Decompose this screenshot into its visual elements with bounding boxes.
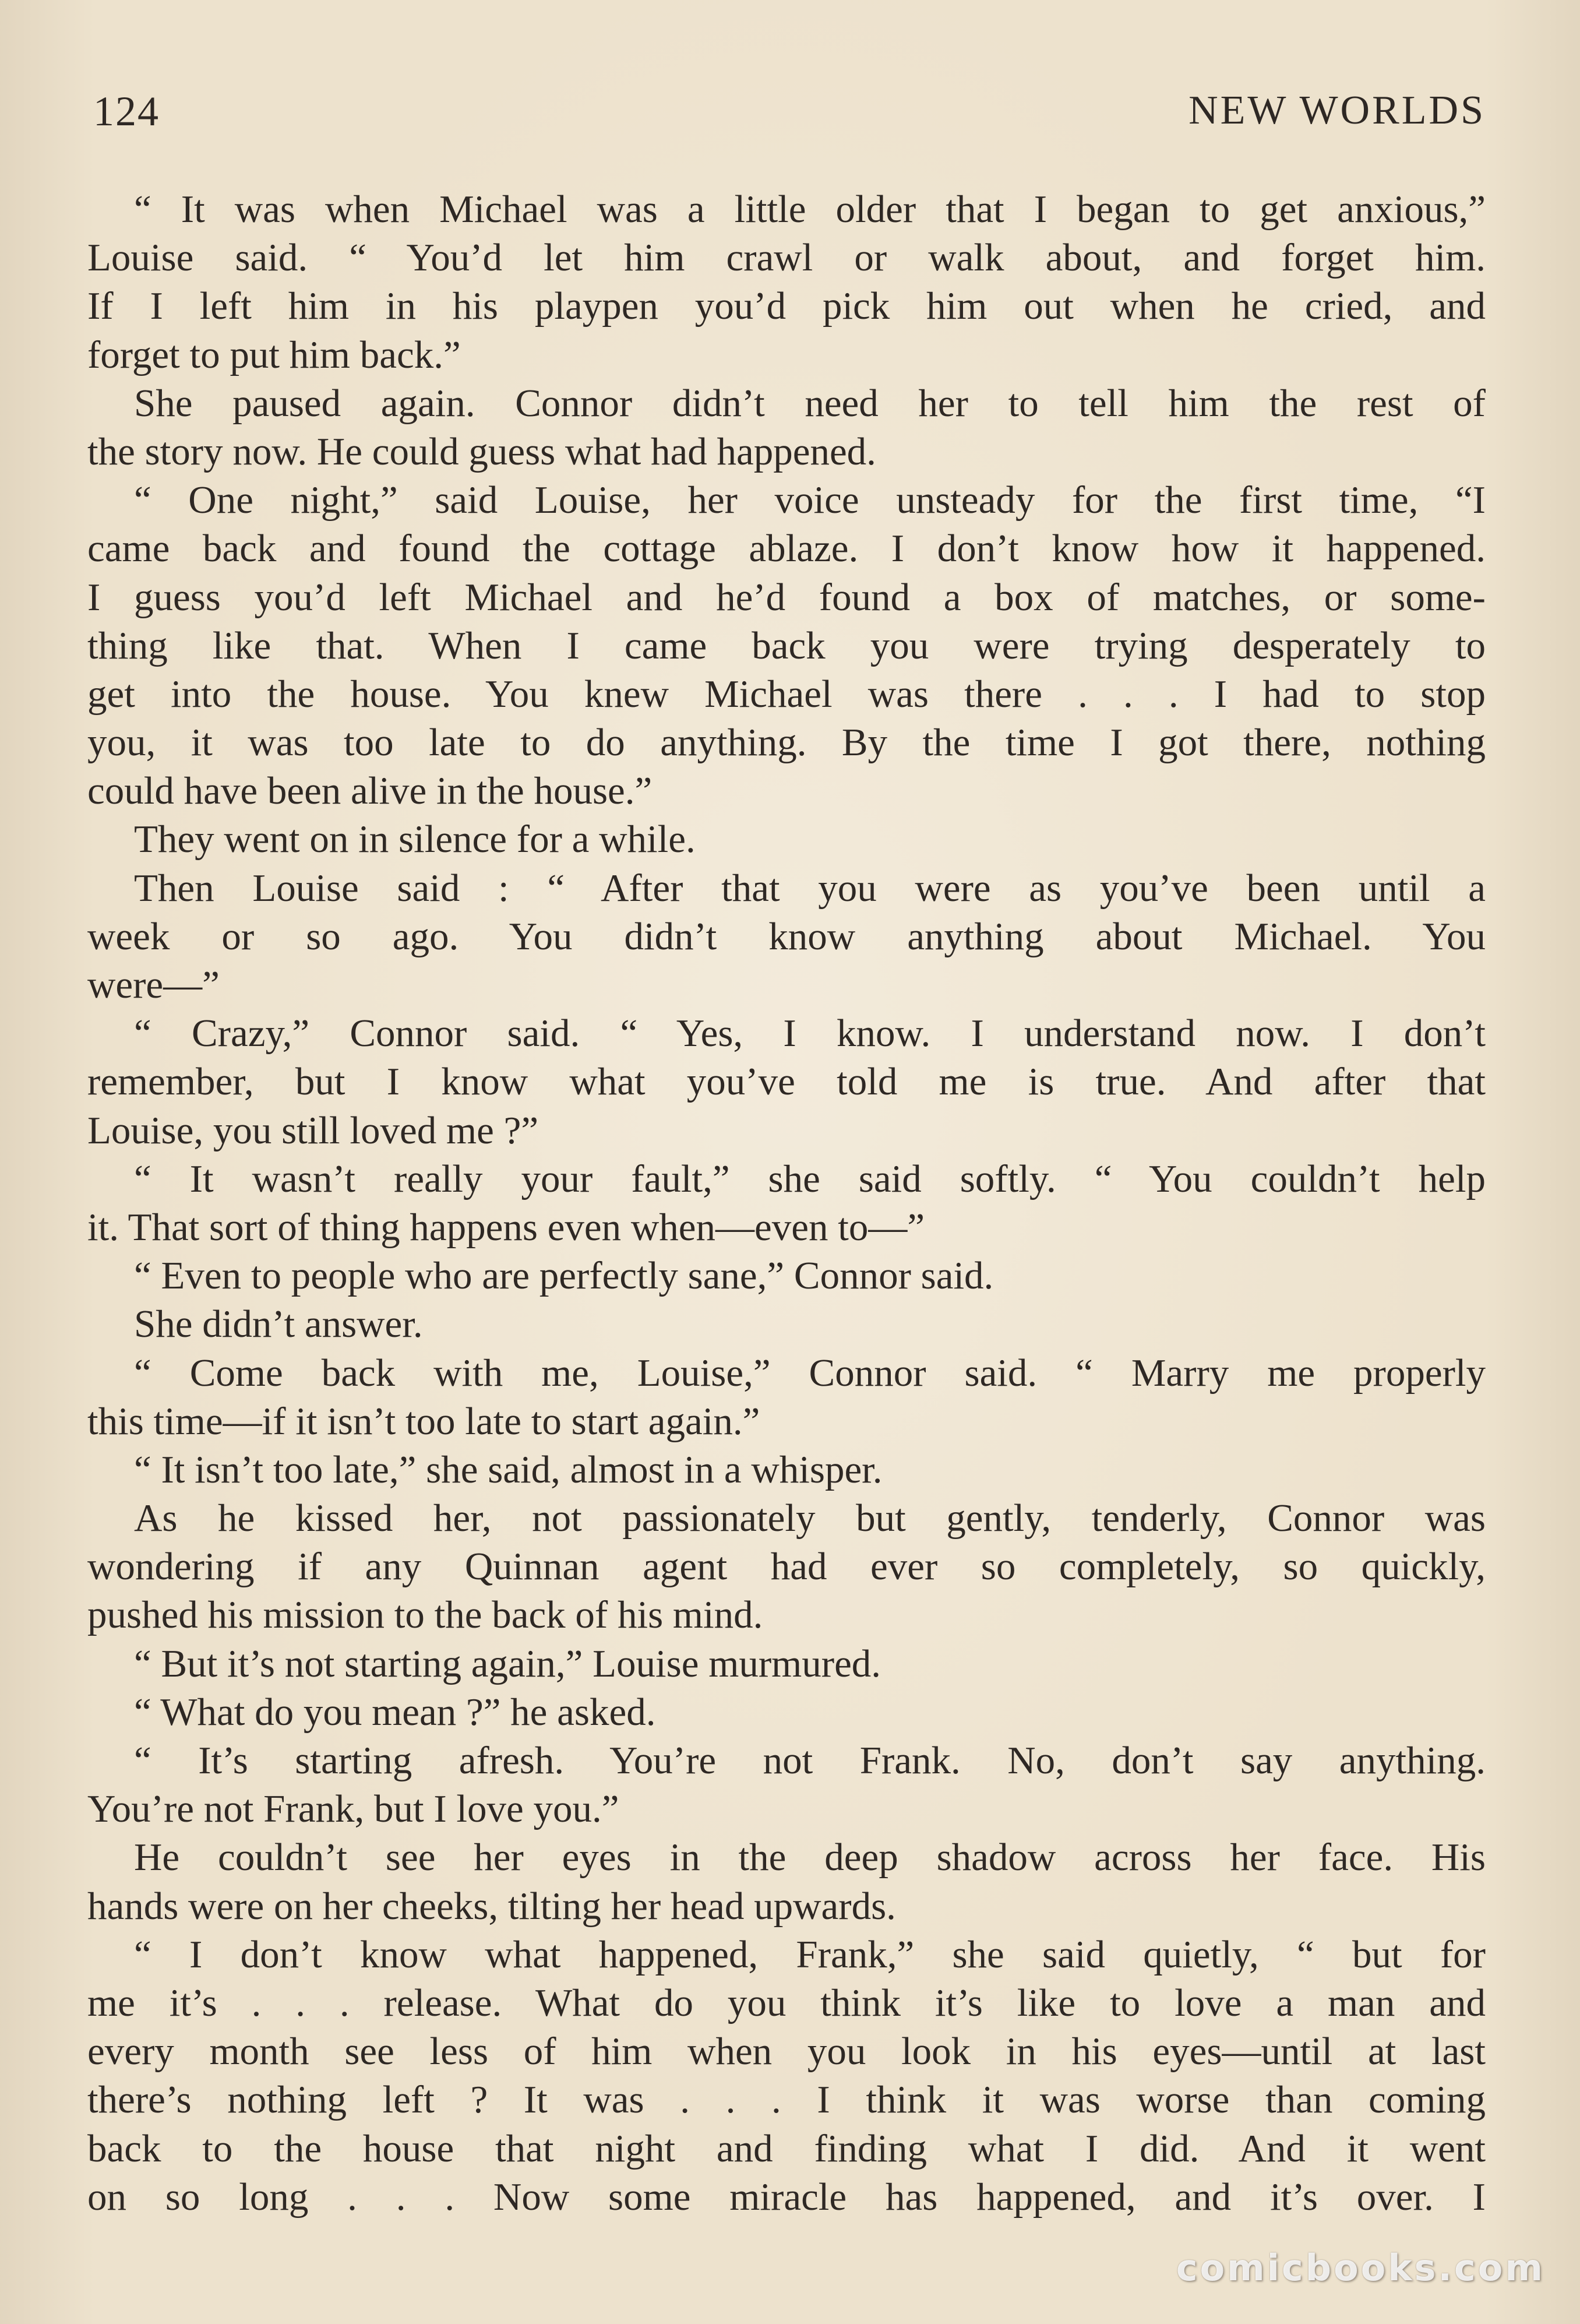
text-line: He couldn’t see her eyes in the deep shadow across her face. His: [134, 1836, 1486, 1879]
text-line: “ It isn’t too late,” she said, almost in a whisper.: [134, 1448, 883, 1491]
text-line: “ I don’t know what happened, Frank,” she said quietly, “ but for: [134, 1932, 1486, 1976]
text-line: week or so ago. You didn’t know anything about Michael. You: [87, 914, 1486, 958]
page-number: 124: [93, 88, 160, 135]
text-line: the story now. He could guess what had happened.: [87, 429, 876, 473]
text-line: on so long . . . Now some miracle has happened, and it’s over. I: [87, 2175, 1486, 2219]
text-line: pushed his mission to the back of his mind.: [87, 1593, 763, 1637]
text-line: it. That sort of thing happens even when—even to—”: [87, 1205, 925, 1249]
text-line: She didn’t answer.: [134, 1302, 423, 1346]
text-line: this time—if it isn’t too late to start again.”: [87, 1399, 760, 1443]
text-line: hands were on her cheeks, tilting her head upwards.: [87, 1884, 896, 1928]
text-line: Then Louise said : “ After that you were as you’ve been until a: [134, 866, 1486, 910]
text-line: “ But it’s not starting again,” Louise murmured.: [134, 1642, 881, 1685]
text-line: “ What do you mean ?” he asked.: [134, 1690, 656, 1734]
text-line: “ One night,” said Louise, her voice unsteady for the first time, “I: [134, 478, 1486, 522]
text-line: you, it was too late to do anything. By the time I got there, nothing: [87, 721, 1486, 765]
text-line: were—”: [87, 963, 220, 1006]
text-line: “ Crazy,” Connor said. “ Yes, I know. I understand now. I don’t: [134, 1012, 1486, 1055]
text-line: remember, but I know what you’ve told me is true. And after that: [87, 1060, 1486, 1104]
text-line: They went on in silence for a while.: [134, 818, 696, 861]
text-line: could have been alive in the house.”: [87, 769, 653, 813]
text-line: “ It was when Michael was a little older that I began to get anxious,”: [134, 188, 1486, 231]
text-line: wondering if any Quinnan agent had ever so completely, so quickly,: [87, 1545, 1486, 1589]
text-line: She paused again. Connor didn’t need her to tell him the rest of: [134, 381, 1486, 425]
text-line: “ It wasn’t really your fault,” she said softly. “ You couldn’t help: [134, 1157, 1486, 1200]
text-line: thing like that. When I came back you were trying desperately to: [87, 624, 1486, 667]
text-line: Louise, you still loved me ?”: [87, 1108, 539, 1152]
running-head: NEW WORLDS: [1188, 88, 1486, 133]
text-line: As he kissed her, not passionately but gently, tenderly, Connor was: [134, 1496, 1486, 1540]
text-line: there’s nothing left ? It was . . . I think it was worse than coming: [87, 2078, 1486, 2122]
text-line: “ It’s starting afresh. You’re not Frank. No, don’t say anything.: [134, 1739, 1486, 1782]
text-line: I guess you’d left Michael and he’d found a box of matches, or some-: [87, 575, 1486, 619]
body-text: [87, 185, 1486, 2221]
text-line: “ Come back with me, Louise,” Connor said. “ Marry me properly: [134, 1351, 1486, 1395]
text-line: get into the house. You knew Michael was there . . . I had to stop: [87, 672, 1486, 716]
text-line: “ Even to people who are perfectly sane,” Connor said.: [134, 1254, 994, 1298]
text-line: came back and found the cottage ablaze. I don’t know how it happened.: [87, 527, 1486, 571]
text-line: back to the house that night and finding what I did. And it went: [87, 2126, 1486, 2170]
page-header: [93, 87, 1486, 140]
watermark: comicbooks.com: [1176, 2246, 1545, 2289]
text-line: me it’s . . . release. What do you think it’s like to love a man and: [87, 1981, 1486, 2024]
text-line: You’re not Frank, but I love you.”: [87, 1787, 619, 1831]
text-line: every month see less of him when you look in his eyes—until at last: [87, 2030, 1486, 2073]
text-line: Louise said. “ You’d let him crawl or walk about, and forget him.: [87, 236, 1486, 280]
text-line: forget to put him back.”: [87, 333, 461, 376]
text-line: If I left him in his playpen you’d pick him out when he cried, and: [87, 284, 1486, 328]
